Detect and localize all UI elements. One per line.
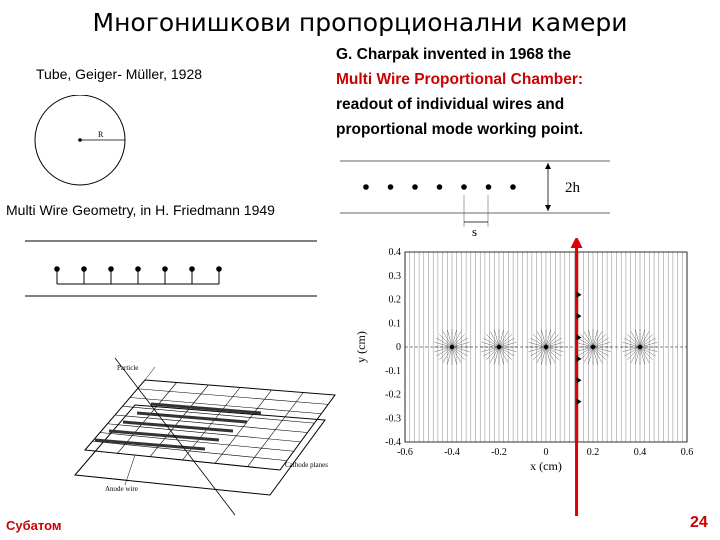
y-tick-label: -0.4 [385,437,401,448]
y-tick-label: -0.1 [385,365,401,377]
geometry-wire-dot [388,184,394,190]
gap-arrow-head-bottom [545,205,551,211]
anode-wire-marker [497,345,501,349]
x-tick-label: 0 [543,447,549,458]
y-tick-label: -0.2 [385,389,401,401]
geometry-wire-dot [510,184,516,190]
charpak-text [336,42,583,142]
geometry-wire-dot [363,184,369,190]
y-tick-label: 0.1 [388,318,401,330]
y-tick-label: -0.3 [385,413,401,425]
cathode-label: Cathode planes [285,461,328,469]
tube-radius-label: R [98,130,104,139]
field-map-chart [345,238,695,518]
x-tick-label: -0.4 [444,447,460,458]
y-tick-label: 0.2 [388,294,401,306]
y-tick-label: 0.3 [388,270,401,282]
anode-wire-marker [638,345,642,349]
anode-label: Anode wire [105,485,138,493]
slide-title: Многонишкови пропорционални камери [92,8,628,37]
y-tick-label: 0 [396,342,401,353]
geometry-wire-dot [461,184,467,190]
page-number: 24 [690,514,708,531]
anode-wires [95,404,261,449]
y-tick-labels [385,247,401,448]
tube-label: Tube, Geiger- Müller, 1928 [36,66,203,82]
pitch-label: s [472,224,478,239]
x-tick-label: 0.6 [680,447,694,458]
anode-wire-marker [544,345,548,349]
anode-wire-markers [450,345,642,349]
x-tick-label: 0.4 [633,447,647,458]
x-tick-label: 0.2 [586,447,600,458]
particle-label: Particle [117,364,139,372]
charpak-line-3: readout of individual wires and [336,96,565,113]
chamber-perspective-drawing [55,355,345,520]
x-axis-label: x (cm) [530,459,562,473]
geometry-wire-dot [437,184,443,190]
tube-diagram [30,95,140,195]
geometry-wire-dot [486,184,492,190]
anode-wire-marker [591,345,595,349]
y-axis-label: y (cm) [354,331,368,363]
charpak-line-4: proportional mode working point. [336,121,584,138]
tube-anode-wire [78,138,82,142]
anode-wire [151,404,261,413]
x-tick-label: -0.2 [491,447,507,458]
gap-label: 2h [565,180,580,196]
mwpc-geometry-diagram [340,155,610,240]
anode-wire [137,413,247,422]
charpak-line-1: G. Charpak invented in 1968 the [336,46,572,63]
cathode-grid-line [215,390,272,463]
gap-arrow-head-top [545,163,551,169]
anode-wire-marker [450,345,454,349]
geometry-wires [363,184,516,190]
footer-course-label: Субатом [6,518,62,533]
particle-leader [145,367,155,380]
y-tick-label: 0.4 [388,247,401,258]
x-tick-label: -0.6 [397,447,413,458]
particle-track-arrow [571,238,583,516]
friedmann-label: Multi Wire Geometry, in H. Friedmann 1949 [6,202,275,218]
geometry-wire-dot [412,184,418,190]
friedmann-wires [54,266,222,284]
charpak-line-2: Multi Wire Proportional Chamber: [336,71,584,88]
track-arrowhead [571,238,583,248]
friedmann-diagram [25,236,320,301]
cathode-grid-line [248,393,304,467]
x-tick-labels [397,447,693,458]
